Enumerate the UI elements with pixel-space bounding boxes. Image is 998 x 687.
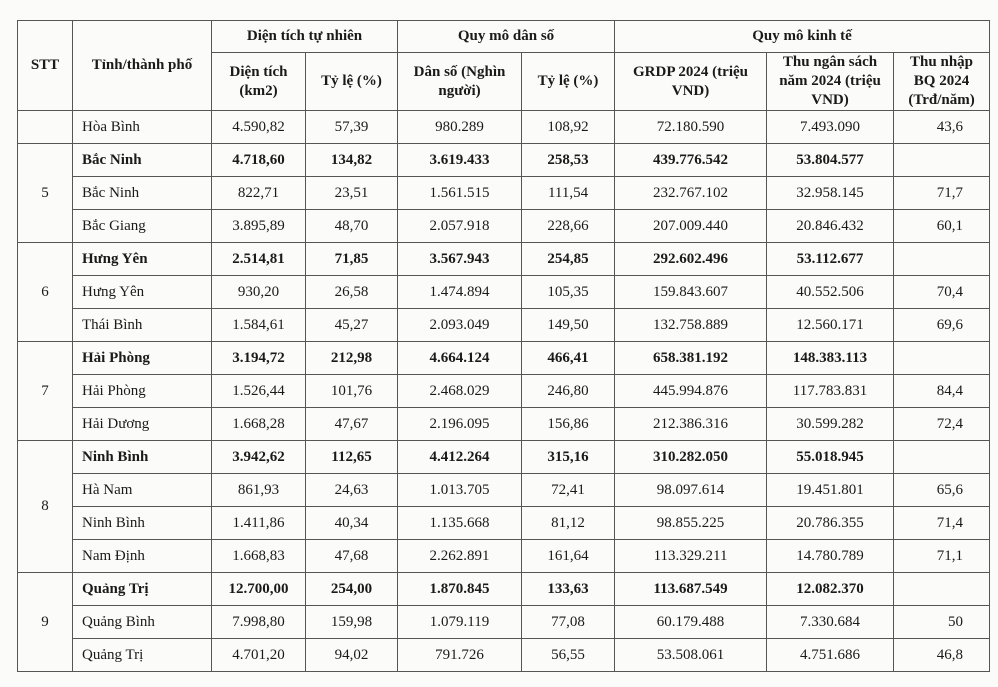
grdp-cell: 207.009.440 xyxy=(615,210,767,243)
header-area-km2: Diện tích (km2) xyxy=(212,53,306,111)
table-row xyxy=(18,606,990,639)
province-cell: Hưng Yên xyxy=(73,243,212,276)
population-ratio-cell: 81,12 xyxy=(522,507,615,540)
stt-cell: 8 xyxy=(18,441,73,573)
stt-cell: 9 xyxy=(18,573,73,672)
population-ratio-cell: 111,54 xyxy=(522,177,615,210)
area-cell: 822,71 xyxy=(212,177,306,210)
table-row xyxy=(18,177,990,210)
area-cell: 861,93 xyxy=(212,474,306,507)
area-ratio-cell: 26,58 xyxy=(306,276,398,309)
grdp-cell: 113.329.211 xyxy=(615,540,767,573)
income-cell: 69,6 xyxy=(894,309,990,342)
table-row xyxy=(18,639,990,672)
grdp-cell: 98.855.225 xyxy=(615,507,767,540)
header-budget: Thu ngân sách năm 2024 (triệu VND) xyxy=(767,53,894,111)
header-population: Dân số (Nghìn người) xyxy=(398,53,522,111)
province-cell: Thái Bình xyxy=(73,309,212,342)
area-cell: 2.514,81 xyxy=(212,243,306,276)
area-ratio-cell: 159,98 xyxy=(306,606,398,639)
population-cell: 1.079.119 xyxy=(398,606,522,639)
table-row-group-total xyxy=(18,144,990,177)
area-ratio-cell: 47,68 xyxy=(306,540,398,573)
province-cell: Quảng Bình xyxy=(73,606,212,639)
population-ratio-cell: 156,86 xyxy=(522,408,615,441)
income-cell xyxy=(894,243,990,276)
province-cell: Quảng Trị xyxy=(73,573,212,606)
province-cell: Hưng Yên xyxy=(73,276,212,309)
income-cell: 60,1 xyxy=(894,210,990,243)
population-cell: 4.664.124 xyxy=(398,342,522,375)
income-cell: 46,8 xyxy=(894,639,990,672)
area-ratio-cell: 254,00 xyxy=(306,573,398,606)
province-cell: Hà Nam xyxy=(73,474,212,507)
province-cell: Hải Dương xyxy=(73,408,212,441)
budget-cell: 19.451.801 xyxy=(767,474,894,507)
budget-cell: 30.599.282 xyxy=(767,408,894,441)
income-cell: 71,4 xyxy=(894,507,990,540)
income-cell xyxy=(894,441,990,474)
budget-cell: 32.958.145 xyxy=(767,177,894,210)
table-row xyxy=(18,375,990,408)
area-ratio-cell: 40,34 xyxy=(306,507,398,540)
table-body xyxy=(18,111,990,672)
header-area-group: Diện tích tự nhiên xyxy=(212,21,398,53)
budget-cell: 20.786.355 xyxy=(767,507,894,540)
population-ratio-cell: 466,41 xyxy=(522,342,615,375)
population-cell: 3.567.943 xyxy=(398,243,522,276)
budget-cell: 14.780.789 xyxy=(767,540,894,573)
income-cell: 72,4 xyxy=(894,408,990,441)
grdp-cell: 98.097.614 xyxy=(615,474,767,507)
population-cell: 1.561.515 xyxy=(398,177,522,210)
province-cell: Hải Phòng xyxy=(73,342,212,375)
area-ratio-cell: 134,82 xyxy=(306,144,398,177)
area-ratio-cell: 45,27 xyxy=(306,309,398,342)
area-ratio-cell: 94,02 xyxy=(306,639,398,672)
population-ratio-cell: 246,80 xyxy=(522,375,615,408)
area-cell: 1.411,86 xyxy=(212,507,306,540)
table-header xyxy=(18,21,990,111)
header-row-1 xyxy=(18,21,990,53)
population-cell: 2.093.049 xyxy=(398,309,522,342)
grdp-cell: 658.381.192 xyxy=(615,342,767,375)
population-cell: 2.468.029 xyxy=(398,375,522,408)
income-cell xyxy=(894,144,990,177)
income-cell: 43,6 xyxy=(894,111,990,144)
area-cell: 4.590,82 xyxy=(212,111,306,144)
header-province: Tỉnh/thành phố xyxy=(73,21,212,111)
table-row xyxy=(18,540,990,573)
stt-cell: 5 xyxy=(18,144,73,243)
table-row-group-total xyxy=(18,342,990,375)
grdp-cell: 60.179.488 xyxy=(615,606,767,639)
province-statistics-table xyxy=(17,20,990,672)
grdp-cell: 439.776.542 xyxy=(615,144,767,177)
area-cell: 4.701,20 xyxy=(212,639,306,672)
table-row-group-total xyxy=(18,243,990,276)
budget-cell: 148.383.113 xyxy=(767,342,894,375)
population-cell: 1.013.705 xyxy=(398,474,522,507)
population-ratio-cell: 315,16 xyxy=(522,441,615,474)
table-row-group-total xyxy=(18,441,990,474)
budget-cell: 20.846.432 xyxy=(767,210,894,243)
population-ratio-cell: 149,50 xyxy=(522,309,615,342)
table-row-group-total xyxy=(18,573,990,606)
grdp-cell: 310.282.050 xyxy=(615,441,767,474)
header-income: Thu nhập BQ 2024 (Trđ/năm) xyxy=(894,53,990,111)
budget-cell: 7.330.684 xyxy=(767,606,894,639)
header-stt: STT xyxy=(18,21,73,111)
income-cell: 71,1 xyxy=(894,540,990,573)
province-cell: Ninh Bình xyxy=(73,507,212,540)
income-cell xyxy=(894,573,990,606)
table-row xyxy=(18,507,990,540)
population-cell: 4.412.264 xyxy=(398,441,522,474)
header-area-ratio: Tỷ lệ (%) xyxy=(306,53,398,111)
population-cell: 1.870.845 xyxy=(398,573,522,606)
area-cell: 7.998,80 xyxy=(212,606,306,639)
budget-cell: 12.082.370 xyxy=(767,573,894,606)
area-ratio-cell: 112,65 xyxy=(306,441,398,474)
province-cell: Ninh Bình xyxy=(73,441,212,474)
table-row xyxy=(18,276,990,309)
table-row xyxy=(18,309,990,342)
income-cell: 65,6 xyxy=(894,474,990,507)
population-ratio-cell: 105,35 xyxy=(522,276,615,309)
population-ratio-cell: 108,92 xyxy=(522,111,615,144)
budget-cell: 53.112.677 xyxy=(767,243,894,276)
population-ratio-cell: 254,85 xyxy=(522,243,615,276)
population-ratio-cell: 228,66 xyxy=(522,210,615,243)
province-cell: Bắc Ninh xyxy=(73,177,212,210)
area-ratio-cell: 23,51 xyxy=(306,177,398,210)
budget-cell: 7.493.090 xyxy=(767,111,894,144)
area-ratio-cell: 101,76 xyxy=(306,375,398,408)
budget-cell: 117.783.831 xyxy=(767,375,894,408)
grdp-cell: 212.386.316 xyxy=(615,408,767,441)
stt-cell: 6 xyxy=(18,243,73,342)
area-ratio-cell: 48,70 xyxy=(306,210,398,243)
province-cell: Quảng Trị xyxy=(73,639,212,672)
population-cell: 2.057.918 xyxy=(398,210,522,243)
area-cell: 3.942,62 xyxy=(212,441,306,474)
income-cell: 50 xyxy=(894,606,990,639)
population-ratio-cell: 72,41 xyxy=(522,474,615,507)
population-ratio-cell: 133,63 xyxy=(522,573,615,606)
table-row xyxy=(18,210,990,243)
population-cell: 980.289 xyxy=(398,111,522,144)
table-row xyxy=(18,111,990,144)
budget-cell: 12.560.171 xyxy=(767,309,894,342)
income-cell: 71,7 xyxy=(894,177,990,210)
population-cell: 3.619.433 xyxy=(398,144,522,177)
budget-cell: 4.751.686 xyxy=(767,639,894,672)
income-cell xyxy=(894,342,990,375)
grdp-cell: 445.994.876 xyxy=(615,375,767,408)
area-ratio-cell: 24,63 xyxy=(306,474,398,507)
grdp-cell: 113.687.549 xyxy=(615,573,767,606)
area-cell: 3.194,72 xyxy=(212,342,306,375)
population-cell: 1.474.894 xyxy=(398,276,522,309)
grdp-cell: 292.602.496 xyxy=(615,243,767,276)
income-cell: 84,4 xyxy=(894,375,990,408)
population-ratio-cell: 56,55 xyxy=(522,639,615,672)
area-cell: 1.526,44 xyxy=(212,375,306,408)
population-ratio-cell: 161,64 xyxy=(522,540,615,573)
province-cell: Bắc Giang xyxy=(73,210,212,243)
grdp-cell: 159.843.607 xyxy=(615,276,767,309)
population-cell: 2.196.095 xyxy=(398,408,522,441)
area-cell: 1.584,61 xyxy=(212,309,306,342)
table-row xyxy=(18,408,990,441)
population-ratio-cell: 258,53 xyxy=(522,144,615,177)
population-cell: 2.262.891 xyxy=(398,540,522,573)
budget-cell: 40.552.506 xyxy=(767,276,894,309)
area-cell: 1.668,83 xyxy=(212,540,306,573)
area-cell: 3.895,89 xyxy=(212,210,306,243)
grdp-cell: 232.767.102 xyxy=(615,177,767,210)
grdp-cell: 132.758.889 xyxy=(615,309,767,342)
area-cell: 1.668,28 xyxy=(212,408,306,441)
province-cell: Bắc Ninh xyxy=(73,144,212,177)
stt-cell xyxy=(18,111,73,144)
area-ratio-cell: 71,85 xyxy=(306,243,398,276)
area-ratio-cell: 47,67 xyxy=(306,408,398,441)
grdp-cell: 72.180.590 xyxy=(615,111,767,144)
header-economy-group: Quy mô kinh tế xyxy=(615,21,990,53)
province-cell: Hòa Bình xyxy=(73,111,212,144)
province-cell: Hải Phòng xyxy=(73,375,212,408)
area-ratio-cell: 212,98 xyxy=(306,342,398,375)
area-cell: 4.718,60 xyxy=(212,144,306,177)
budget-cell: 55.018.945 xyxy=(767,441,894,474)
area-ratio-cell: 57,39 xyxy=(306,111,398,144)
header-grdp: GRDP 2024 (triệu VND) xyxy=(615,53,767,111)
population-cell: 791.726 xyxy=(398,639,522,672)
header-population-group: Quy mô dân số xyxy=(398,21,615,53)
income-cell: 70,4 xyxy=(894,276,990,309)
header-population-ratio: Tỷ lệ (%) xyxy=(522,53,615,111)
area-cell: 12.700,00 xyxy=(212,573,306,606)
grdp-cell: 53.508.061 xyxy=(615,639,767,672)
budget-cell: 53.804.577 xyxy=(767,144,894,177)
area-cell: 930,20 xyxy=(212,276,306,309)
province-cell: Nam Định xyxy=(73,540,212,573)
stt-cell: 7 xyxy=(18,342,73,441)
population-cell: 1.135.668 xyxy=(398,507,522,540)
population-ratio-cell: 77,08 xyxy=(522,606,615,639)
table-row xyxy=(18,474,990,507)
